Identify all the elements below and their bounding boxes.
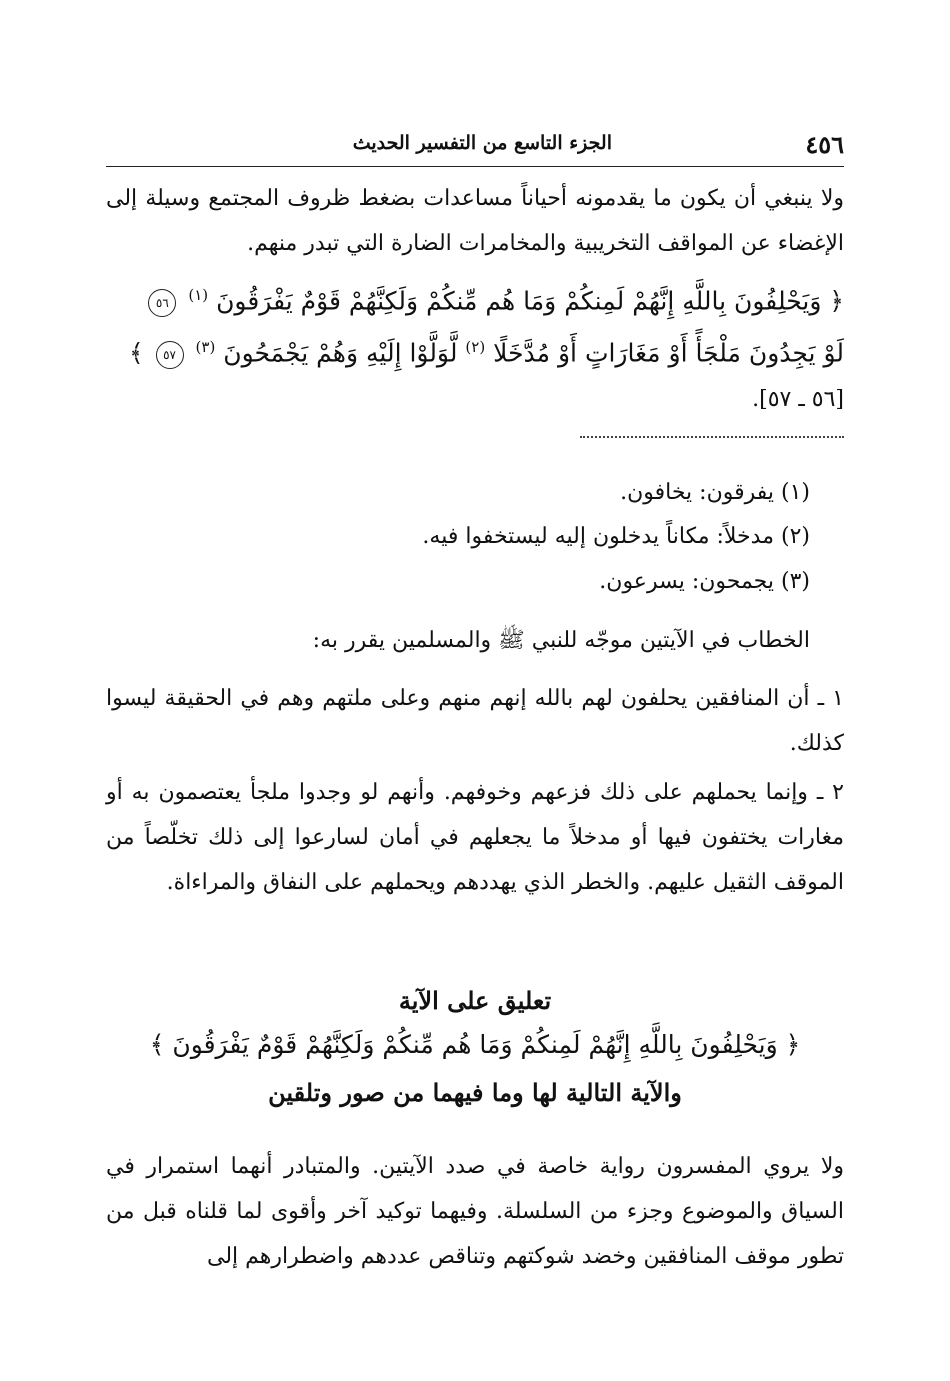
paragraph-point-2: ٢ ـ وإنما يحملهم على ذلك فزعهم وخوفهم. وأنهم لو وجدوا ملجأ يعتصمون به أو مغارات يختفون فيها أو مدخلاً ما يجعلهم في أمان لسارعوا إلى ذلك تخلّصاً من الموقف الثقيل عليهم. والخطر الذي يهددهم ويحملهم على النفاق والمراءاة. — [106, 780, 844, 895]
footnote-marker-2: (٢) — [465, 338, 486, 357]
page-number: ٤٥٦ — [805, 130, 844, 159]
closing-paragraph: ولا يروي المفسرون رواية خاصة في صدد الآيتين. والمتبادر أنهما استمرار في السياق والموضوع وجزء من السلسلة. وفيهما توكيد آخر وأقوى لما قلناه قبل من تطور موقف المنافقين وخضد شوكتهم وتناقص عددهم واضطرارهم إلى — [106, 1154, 844, 1269]
section-subheading: والآية التالية لها وما فيهما من صور وتلقين — [268, 1078, 682, 1107]
intro-paragraph: ولا ينبغي أن يكون ما يقدمونه أحياناً مساعدات بضغط ظروف المجتمع وسيلة إلى الإغضاء عن المواقف التخريبية والمخامرات الضارة التي تبدر منهم. — [106, 186, 844, 256]
quran-text-1: ﴿ وَيَحْلِفُونَ بِاللَّهِ إِنَّهُمْ لَمِنكُمْ وَمَا هُم مِّنكُمْ وَلَكِنَّهُمْ قَوْمٌ يَفْرَقُونَ — [216, 286, 844, 316]
quran-text-2b: لَّوَلَّوْا إِلَيْهِ وَهُمْ يَجْمَحُونَ — [223, 338, 458, 368]
quran-line-2 — [106, 324, 844, 376]
page-header — [106, 126, 844, 167]
running-title: الجزء التاسع من التفسير الحديث — [352, 132, 612, 154]
footnote-3: (٣) يجمحون: يسرعون. — [599, 569, 810, 594]
verse-reference: [٥٦ ـ ٥٧]. — [752, 386, 844, 412]
footnote-2: (٢) مدخلاً: مكاناً يدخلون إليه ليستخفوا فيه. — [422, 524, 810, 549]
ayah-number-marker: ٥٧ — [156, 341, 184, 369]
paragraph-point-1: ١ ـ أن المنافقين يحلفون لهم بالله إنهم منهم وعلى ملتهم وهم في الحقيقة ليسوا كذلك. — [106, 686, 844, 756]
footnote-marker-1: (١) — [188, 286, 209, 304]
quran-close-bracket: ﴾ — [128, 338, 144, 368]
quran-verses — [106, 272, 844, 423]
quran-text-2: لَوْ يَجِدُونَ مَلْجَأً أَوْ مَغَارَاتٍ أَوْ مُدَّخَلًا — [493, 338, 844, 368]
footnote-1: (١) يفرقون: يخافون. — [620, 480, 810, 505]
quran-line-1 — [106, 272, 844, 324]
ayah-number-marker: ٥٦ — [148, 289, 176, 317]
section-ayah: ﴿ وَيَحْلِفُونَ بِاللَّهِ إِنَّهُمْ لَمِنكُمْ وَمَا هُم مِّنكُمْ وَلَكِنَّهُمْ قَوْمٌ يَفْرَقُونَ ﴾ — [149, 1030, 801, 1059]
paragraph-intro-points: الخطاب في الآيتين موجّه للنبي ﷺ والمسلمين يقرر به: — [312, 628, 810, 653]
footnote-marker-3: (٣) — [195, 338, 216, 357]
footnote-separator — [580, 426, 844, 438]
section-heading: تعليق على الآية — [398, 986, 552, 1015]
